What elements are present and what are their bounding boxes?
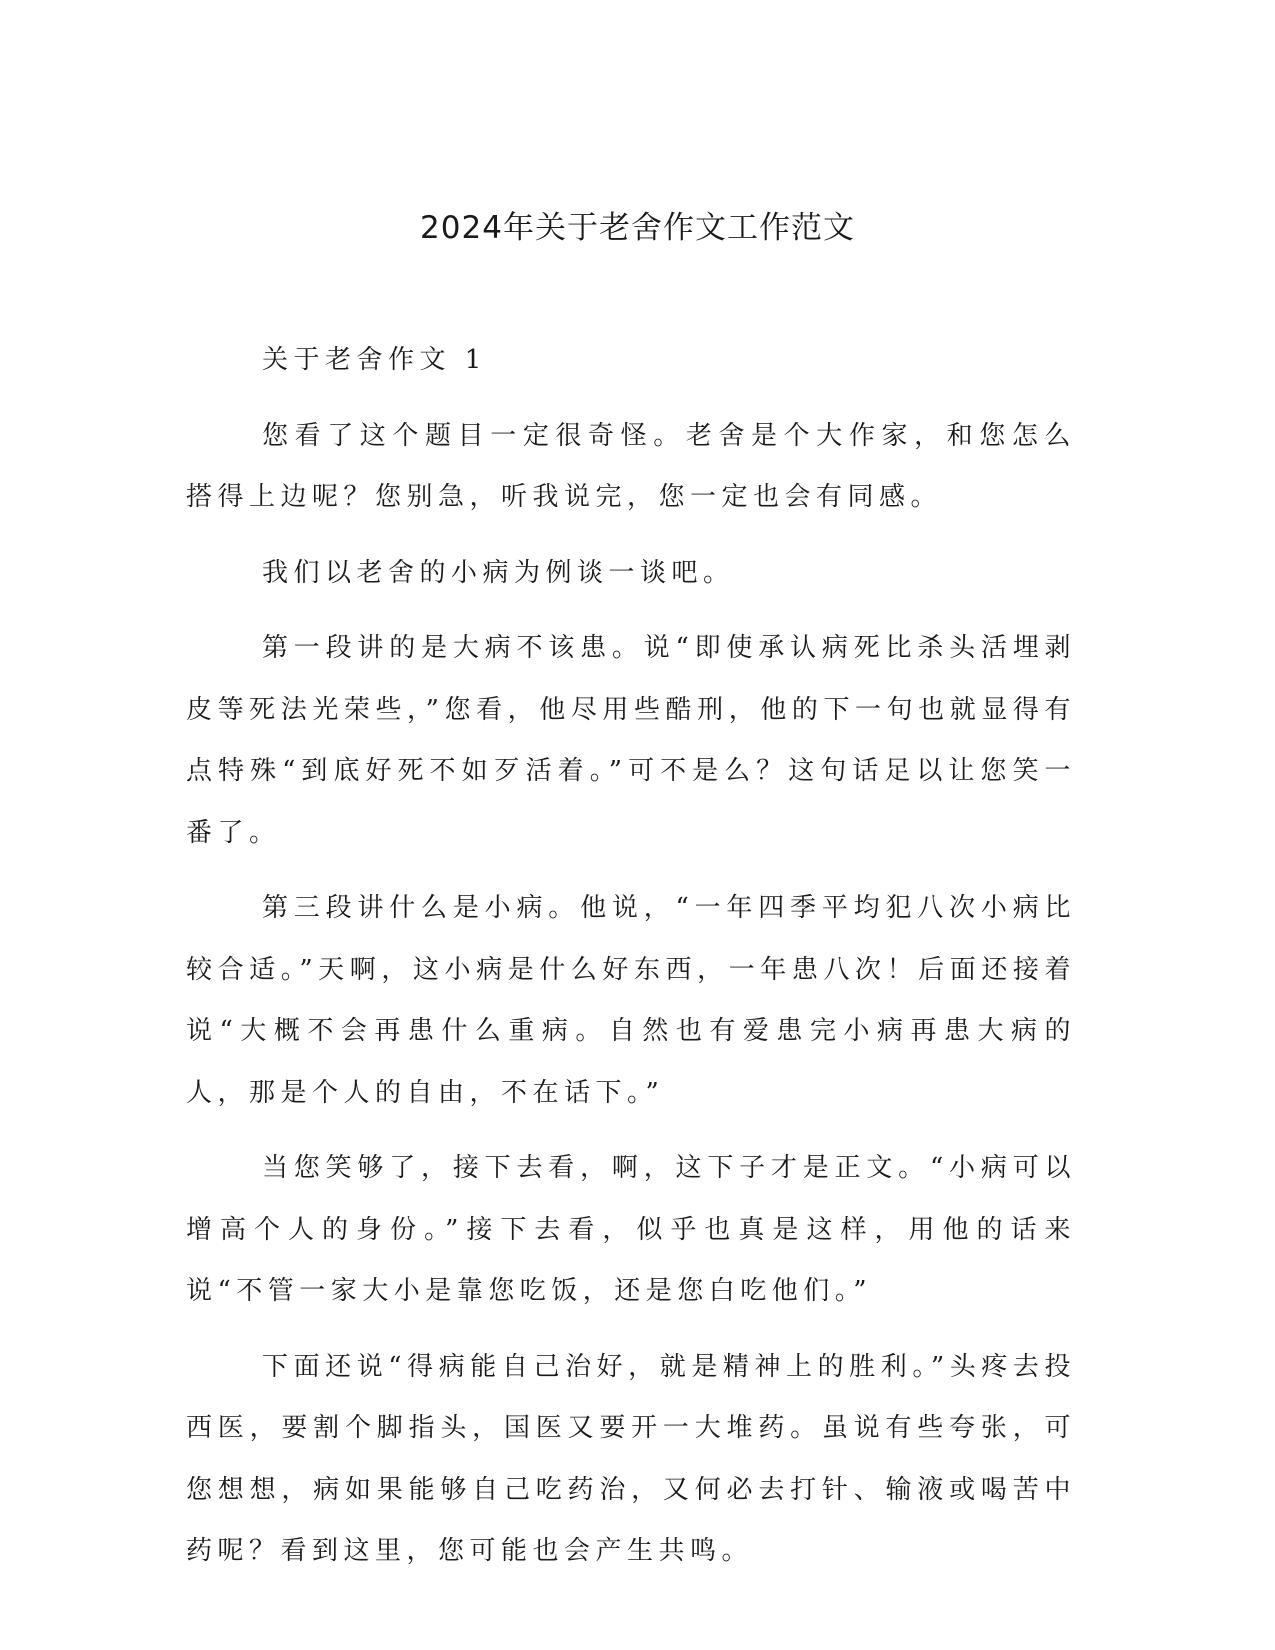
paragraph-5: 当您笑够了，接下去看，啊，这下子才是正文。“小病可以增高个人的身份。”接下去看，似乎也真是这样，用他的话来说“不管一家大小是靠您吃饭，还是您白吃他们。” xyxy=(186,1153,1076,1306)
paragraph-3: 第一段讲的是大病不该患。说“即使承认病死比杀头活埋剥皮等死法光荣些，”您看，他尽用些酷刑，他的下一句也就显得有点特殊“到底好死不如歹活着。”可不是么？这句话足以让您笑一番了。 xyxy=(186,633,1076,848)
document-title: 2024年关于老舍作文工作范文 xyxy=(420,210,855,246)
paragraph-6: 下面还说“得病能自己治好，就是精神上的胜利。”头疼去投西医，要割个脚指头，国医又要开一大堆药。虽说有些夸张，可您想想，病如果能够自己吃药治，又何必去打针、输液或喝苦中药呢？看到这里，您可能也会产生共鸣。 xyxy=(186,1351,1076,1566)
document-body xyxy=(186,330,1076,1597)
section-heading: 关于老舍作文 1 xyxy=(262,345,487,375)
paragraph-1: 您看了这个题目一定很奇怪。老舍是个大作家，和您怎么搭得上边呢？您别急，听我说完，您一定也会有同感。 xyxy=(186,420,1076,512)
paragraph-2: 我们以老舍的小病为例谈一谈吧。 xyxy=(262,557,735,588)
paragraph-4: 第三段讲什么是小病。他说，“一年四季平均犯八次小病比较合适。”天啊，这小病是什么好东西，一年患八次！后面还接着说“大概不会再患什么重病。自然也有爱患完小病再患大病的人，那是个人的自由，不在话下。” xyxy=(186,893,1076,1108)
